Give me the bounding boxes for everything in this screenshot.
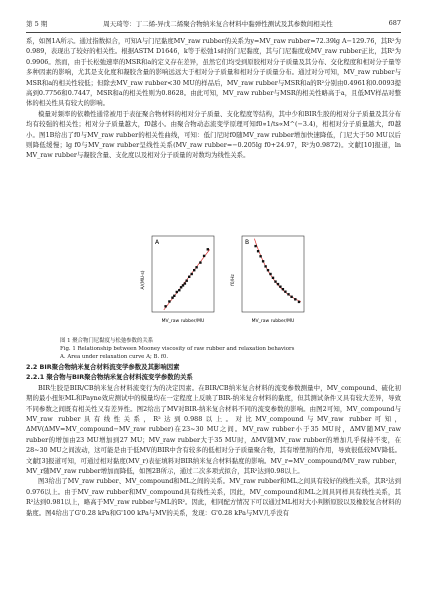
data-point [264, 265, 266, 267]
data-point [298, 301, 300, 303]
data-point [274, 280, 276, 282]
data-point [279, 286, 281, 288]
data-point [284, 291, 286, 293]
fit-line [254, 239, 301, 302]
caption-english: Fig. 1 Relationship between Mooney viscosity of raw rubber and relaxation behaviors [60, 346, 295, 352]
data-point [176, 291, 178, 293]
page-header [26, 16, 401, 33]
data-point [287, 293, 289, 295]
plot-frame [242, 236, 304, 312]
data-point [188, 276, 190, 278]
data-point [277, 283, 279, 285]
section-heading: 2.2 BIR聚合物纳米复合材料流变学参数及其影响因素 [26, 363, 180, 371]
data-point [173, 295, 175, 297]
data-point [262, 260, 264, 262]
y-axis-label: A/(MU·s) [141, 270, 146, 290]
x-axis-label: MV_raw rubber/MU [251, 319, 295, 324]
data-point [195, 266, 197, 268]
panel-label: B [245, 239, 250, 246]
data-point [259, 255, 261, 257]
data-point [191, 273, 193, 275]
data-point [164, 305, 166, 307]
issue-number: 第 5 期 [26, 19, 48, 28]
data-point [203, 255, 205, 257]
data-point [199, 261, 201, 263]
data-point [257, 250, 259, 252]
paragraph: 图3给出了MV_raw rubber、MV_compound和ML之间的关系。MV_raw rubber和ML之间具有较好的线性关系，其R²达到0.976以上。由于MV_raw rubber和MV_compound具有线性关系，因此，MV_compound和ML之间具同样具有线性关系，其R²达到0.981以上，略高于MV_raw rubber与ML的R²。因此，相同配方情况下可以通过ML相对大小判断原胶以及橡胶复合材料的黏度。图4给出了G'0.28 kPa和G'100 kPa与MV的关系，发现：G'0.28 kPa与MV几乎没有 [26, 477, 401, 517]
figure-panel-a [140, 232, 218, 324]
figure-caption [60, 337, 367, 361]
body-text-bottom [26, 362, 401, 518]
y-axis-label: f0/Hz [231, 274, 236, 286]
subsection-heading: 2.2.1 聚合物与BIR聚合物纳米复合材料流变学参数的关系 [26, 373, 193, 382]
data-marks [254, 239, 301, 304]
paragraph: 系，如图1A所示。通过指数拟合，可知A与门尼黏度MV_raw rubber的关系为y=MV_raw rubber=72.39lg A−129.76，其R²为0.989，表现出了较好的相关性。根据ASTM D1646，k等于松弛1s时的门尼黏度，其与门尼黏度成MV_raw rubber正比，其R²为0.9906。然而，由于长松弛速率的MSR和a的定义存在差异，虽然它们均受到原胶相对分子质量及其分布、交化程度和相对分子量等多种因素的影响，尤其是支化度和凝胶含量的影响远远大于相对分子质量和相对分子质量分布。通过对分可知，MV_raw rubber与MSR和a的相关性较低；但除去MV_raw rubber<30 MU的样品后，MV_raw rubber与MSR和a的R²分别由0.4961和0.0093提高到0.7756和0.7447，MSR和a的相关性则为0.8628。由此可知，MV_raw rubber与MSR的相关性略高于a，且低MV样品对整体的相关性具有较大的影响。 [26, 37, 401, 108]
data-point [193, 269, 195, 271]
page-number: 687 [388, 19, 401, 27]
data-point [290, 296, 292, 298]
paragraph: 模量对频率的依赖性通常被用于表征聚合物材料的相对分子质量、支化程度等结构，其中少和BIR生胶的相对分子质量及其分布均有较强的相关性；相对分子质量越大，f0越小。由聚合物动态流变学原理可知f0∝1/ts∝M^(−3.4)，相相对分子质量越大，f0越小。图1B给出了f0与MV_raw rubber的相关性曲线，可知：低门尼时f0随MV_raw rubber增加快速降低，门尼大于50 MU以后则降低缓慢；lg f0与MV_raw rubber呈线性关系(MV_raw rubber=−0.205lg f0+24.97，R²为0.9872)。文献[10]报道，ln MV_raw rubber与凝胶含量、支化度以及相对分子质量的对数均为线性关系。 [26, 109, 401, 160]
chart-a [140, 232, 218, 324]
data-point [269, 273, 271, 275]
data-point [272, 277, 274, 279]
data-point [282, 288, 284, 290]
data-point [168, 300, 170, 302]
figure-panel-b [230, 232, 308, 324]
figure-1 [140, 232, 310, 332]
data-marks [164, 248, 210, 310]
caption-chinese: 图 1 聚合物门尼黏度与松弛参数的关系 [60, 338, 154, 344]
data-point [294, 298, 296, 300]
data-point [178, 289, 180, 291]
panel-label: A [155, 239, 160, 246]
paragraph: BIR生胶是BIR/CB纳米复合材料流变行为的决定因素。在BIR/CB纳米复合材料的流变参数测量中，MV_compound、硫化初期的最小扭矩ML和Payne效应测试中的模量均在一定程度上反映了BIR-纳米复合材料的黏度，但其测试条件又具有较大差异，导致不同参数之间既有相关性又有差异性。图2给出了MV对BIR-纳米复合材料不同的流变参数的影响。由图2可知，MV_compound与MV_raw rubber具有线性关系，R²达到0.988以上。对比MV_compound与MV_raw rubber可知，ΔMV(ΔMV=MV_compound−MV_raw rubber)在23~30 MU之间。MV_raw rubber小于35 MU时，ΔMV随MV_raw rubber的增加由23 MU增加到27 MU；MV_raw rubber大于35 MU时，ΔMV随MV_raw rubber的增加几乎保持不变，在28~30 MU之间波动，这可能是由于低MV的BIR中含有较多的低相对分子质量聚合物，其有增塑剂的作用，导致很低较MV降低。文献[3]报道可知，可通过相对黏度(MV_r)表征填料对BIR纳米复合材料黏度的影响。MV_r=MV_compound/MV_raw rubber，MV_r随MV_raw rubber增加而降低，如图2B所示，通过二次多项式拟合，其R²达到0.98以上。 [26, 383, 401, 476]
chart-b [230, 232, 308, 324]
body-text-top [26, 36, 401, 161]
x-axis-label: MV_raw rubber/MU [161, 319, 205, 324]
data-point [186, 280, 188, 282]
plot-frame [152, 236, 214, 312]
data-point [254, 245, 256, 247]
caption-subtitle: A. Area under relaxation curve A; B. f0. [60, 354, 169, 360]
data-point [207, 248, 209, 250]
running-title: 周天琦等：丁二烯-异戊二烯聚合物纳米复合材料中黏弹性测试及其参数间相关性 [103, 19, 333, 28]
data-point [267, 269, 269, 271]
data-point [184, 282, 186, 284]
